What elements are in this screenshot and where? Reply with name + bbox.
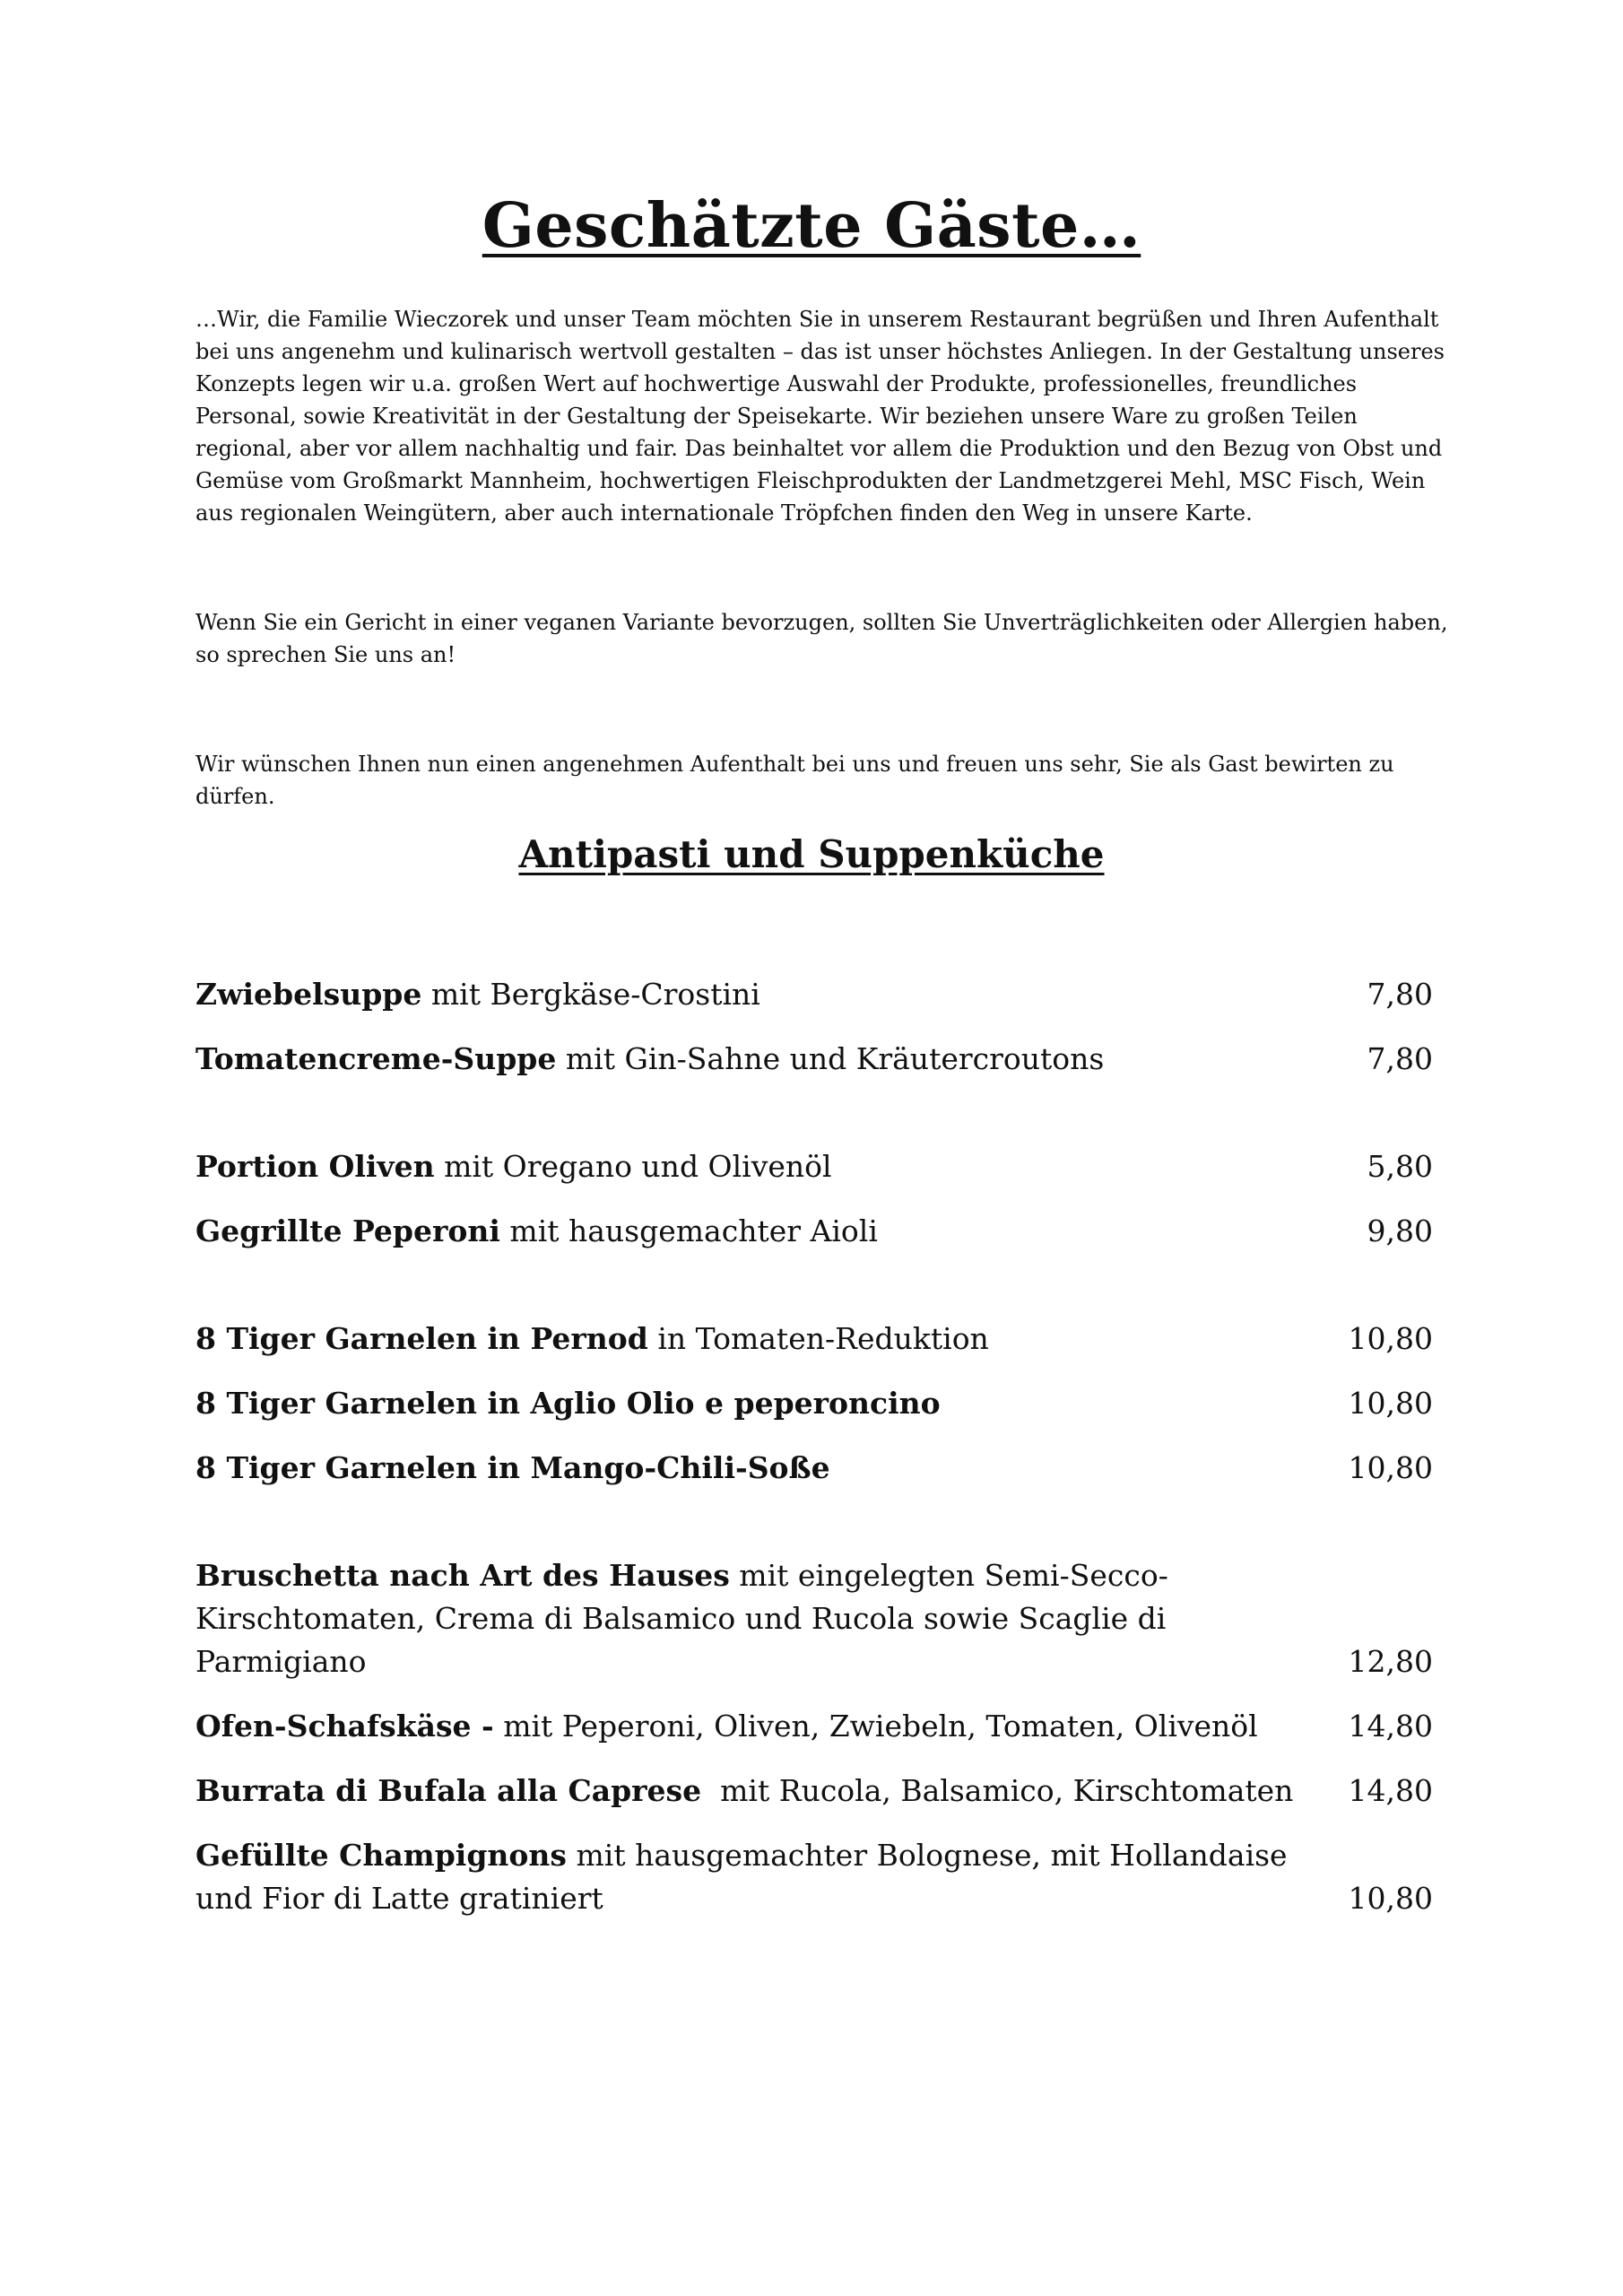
menu-item-name: Tomatencreme-Suppe [195,1041,557,1076]
menu-item-name: 8 Tiger Garnelen in Mango-Chili-Soße [195,1450,830,1485]
menu-item-name: 8 Tiger Garnelen in Aglio Olio e peperoncino [195,1386,941,1421]
menu-item-name: Portion Oliven [195,1149,435,1184]
menu-item-description: mit hausgemachter Bolognese, mit Hollandaise und Fior di Latte gratiniert [195,1838,1288,1916]
menu-item-name: Gefüllte Champignons [195,1838,567,1873]
menu-item [195,1145,1433,1188]
menu-item-price: 14,80 [1348,1709,1433,1744]
menu-item [195,1554,1433,1683]
menu-item-price: 10,80 [1348,1881,1433,1916]
menu-item [195,1770,1433,1813]
menu-item [195,1210,1433,1253]
menu-item-price: 5,80 [1367,1149,1433,1184]
menu-item-description: mit Peperoni, Oliven, Zwiebeln, Tomaten, Olivenöl [493,1709,1258,1744]
menu-item-price: 12,80 [1348,1644,1433,1679]
menu-item-description: mit hausgemachter Aioli [499,1213,878,1248]
menu-item-price: 10,80 [1348,1450,1433,1485]
menu-item [195,1318,1433,1361]
menu-item-price: 14,80 [1348,1773,1433,1808]
menu-item [195,973,1433,1016]
page-title: Geschätzte Gäste… [482,190,1141,262]
menu-item [195,1382,1433,1425]
menu-item-description: in Tomaten-Reduktion [647,1321,989,1356]
menu-item-name: Ofen-Schafskäse - [195,1709,494,1744]
menu-item-description: mit Oregano und Olivenöl [434,1149,832,1184]
menu-item-price: 7,80 [1367,1041,1433,1076]
menu-item-description: mit Rucola, Balsamico, Kirschtomaten [701,1773,1294,1808]
menu-item-name: Zwiebelsuppe [195,977,422,1012]
menu-item-description: mit eingelegten Semi-Secco-Kirschtomaten, Crema di Balsamico und Rucola sowie Scaglie di Parmigiano [195,1558,1168,1679]
menu-item [195,1834,1433,1920]
menu-item-price: 10,80 [1348,1321,1433,1356]
menu-item [195,1447,1433,1490]
menu-item-description: mit Gin-Sahne und Kräutercroutons [556,1041,1105,1076]
section-title: Antipasti und Suppenküche [518,832,1105,876]
intro-paragraph-allergies: Wenn Sie ein Gericht in einer veganen Variante bevorzugen, sollten Sie Unverträglichkeiten oder Allergien haben, so sprechen Sie uns an! [195,610,1448,667]
menu-item-price: 7,80 [1367,977,1433,1012]
menu-item-name: Burrata di Bufala alla Caprese [195,1773,702,1808]
menu-item-name: Bruschetta nach Art des Hauses [195,1558,730,1593]
menu-item [195,1705,1433,1748]
menu-item-name: Gegrillte Peperoni [195,1213,500,1248]
menu-item-name: 8 Tiger Garnelen in Pernod [195,1321,648,1356]
menu-item-price: 10,80 [1348,1386,1433,1421]
menu-list [195,973,1433,1942]
intro-paragraph-welcome: …Wir, die Familie Wieczorek und unser Team möchten Sie in unserem Restaurant begrüßen und Ihren Aufenthalt bei uns angenehm und kulinarisch wertvoll gestalten – das ist unser höchstes Anliegen. In der Gestaltung unseres Konzepts legen wir u.a. großen Wert auf hochwertige Auswahl der Produkte, professionelles, freundliches Personal, sowie Kreativität in der Gestaltung der Speisekarte. Wir beziehen unsere Ware zu großen Teilen regional, aber vor allem nachhaltig und fair. Das beinhaltet vor allem die Produktion und den Bezug von Obst und Gemüse vom Großmarkt Mannheim, hochwertigen Fleischprodukten der Landmetzgerei Mehl, MSC Fisch, Wein aus regionalen Weingütern, aber auch internationale Tröpfchen finden den Weg in unsere Karte. [195,307,1445,526]
menu-item-description: mit Bergkäse-Crostini [421,977,760,1012]
intro-paragraph-closing: Wir wünschen Ihnen nun einen angenehmen Aufenthalt bei uns und freuen uns sehr, Sie als Gast bewirten zu dürfen. [195,752,1394,809]
menu-item [195,1038,1433,1081]
menu-item-price: 9,80 [1367,1213,1433,1248]
